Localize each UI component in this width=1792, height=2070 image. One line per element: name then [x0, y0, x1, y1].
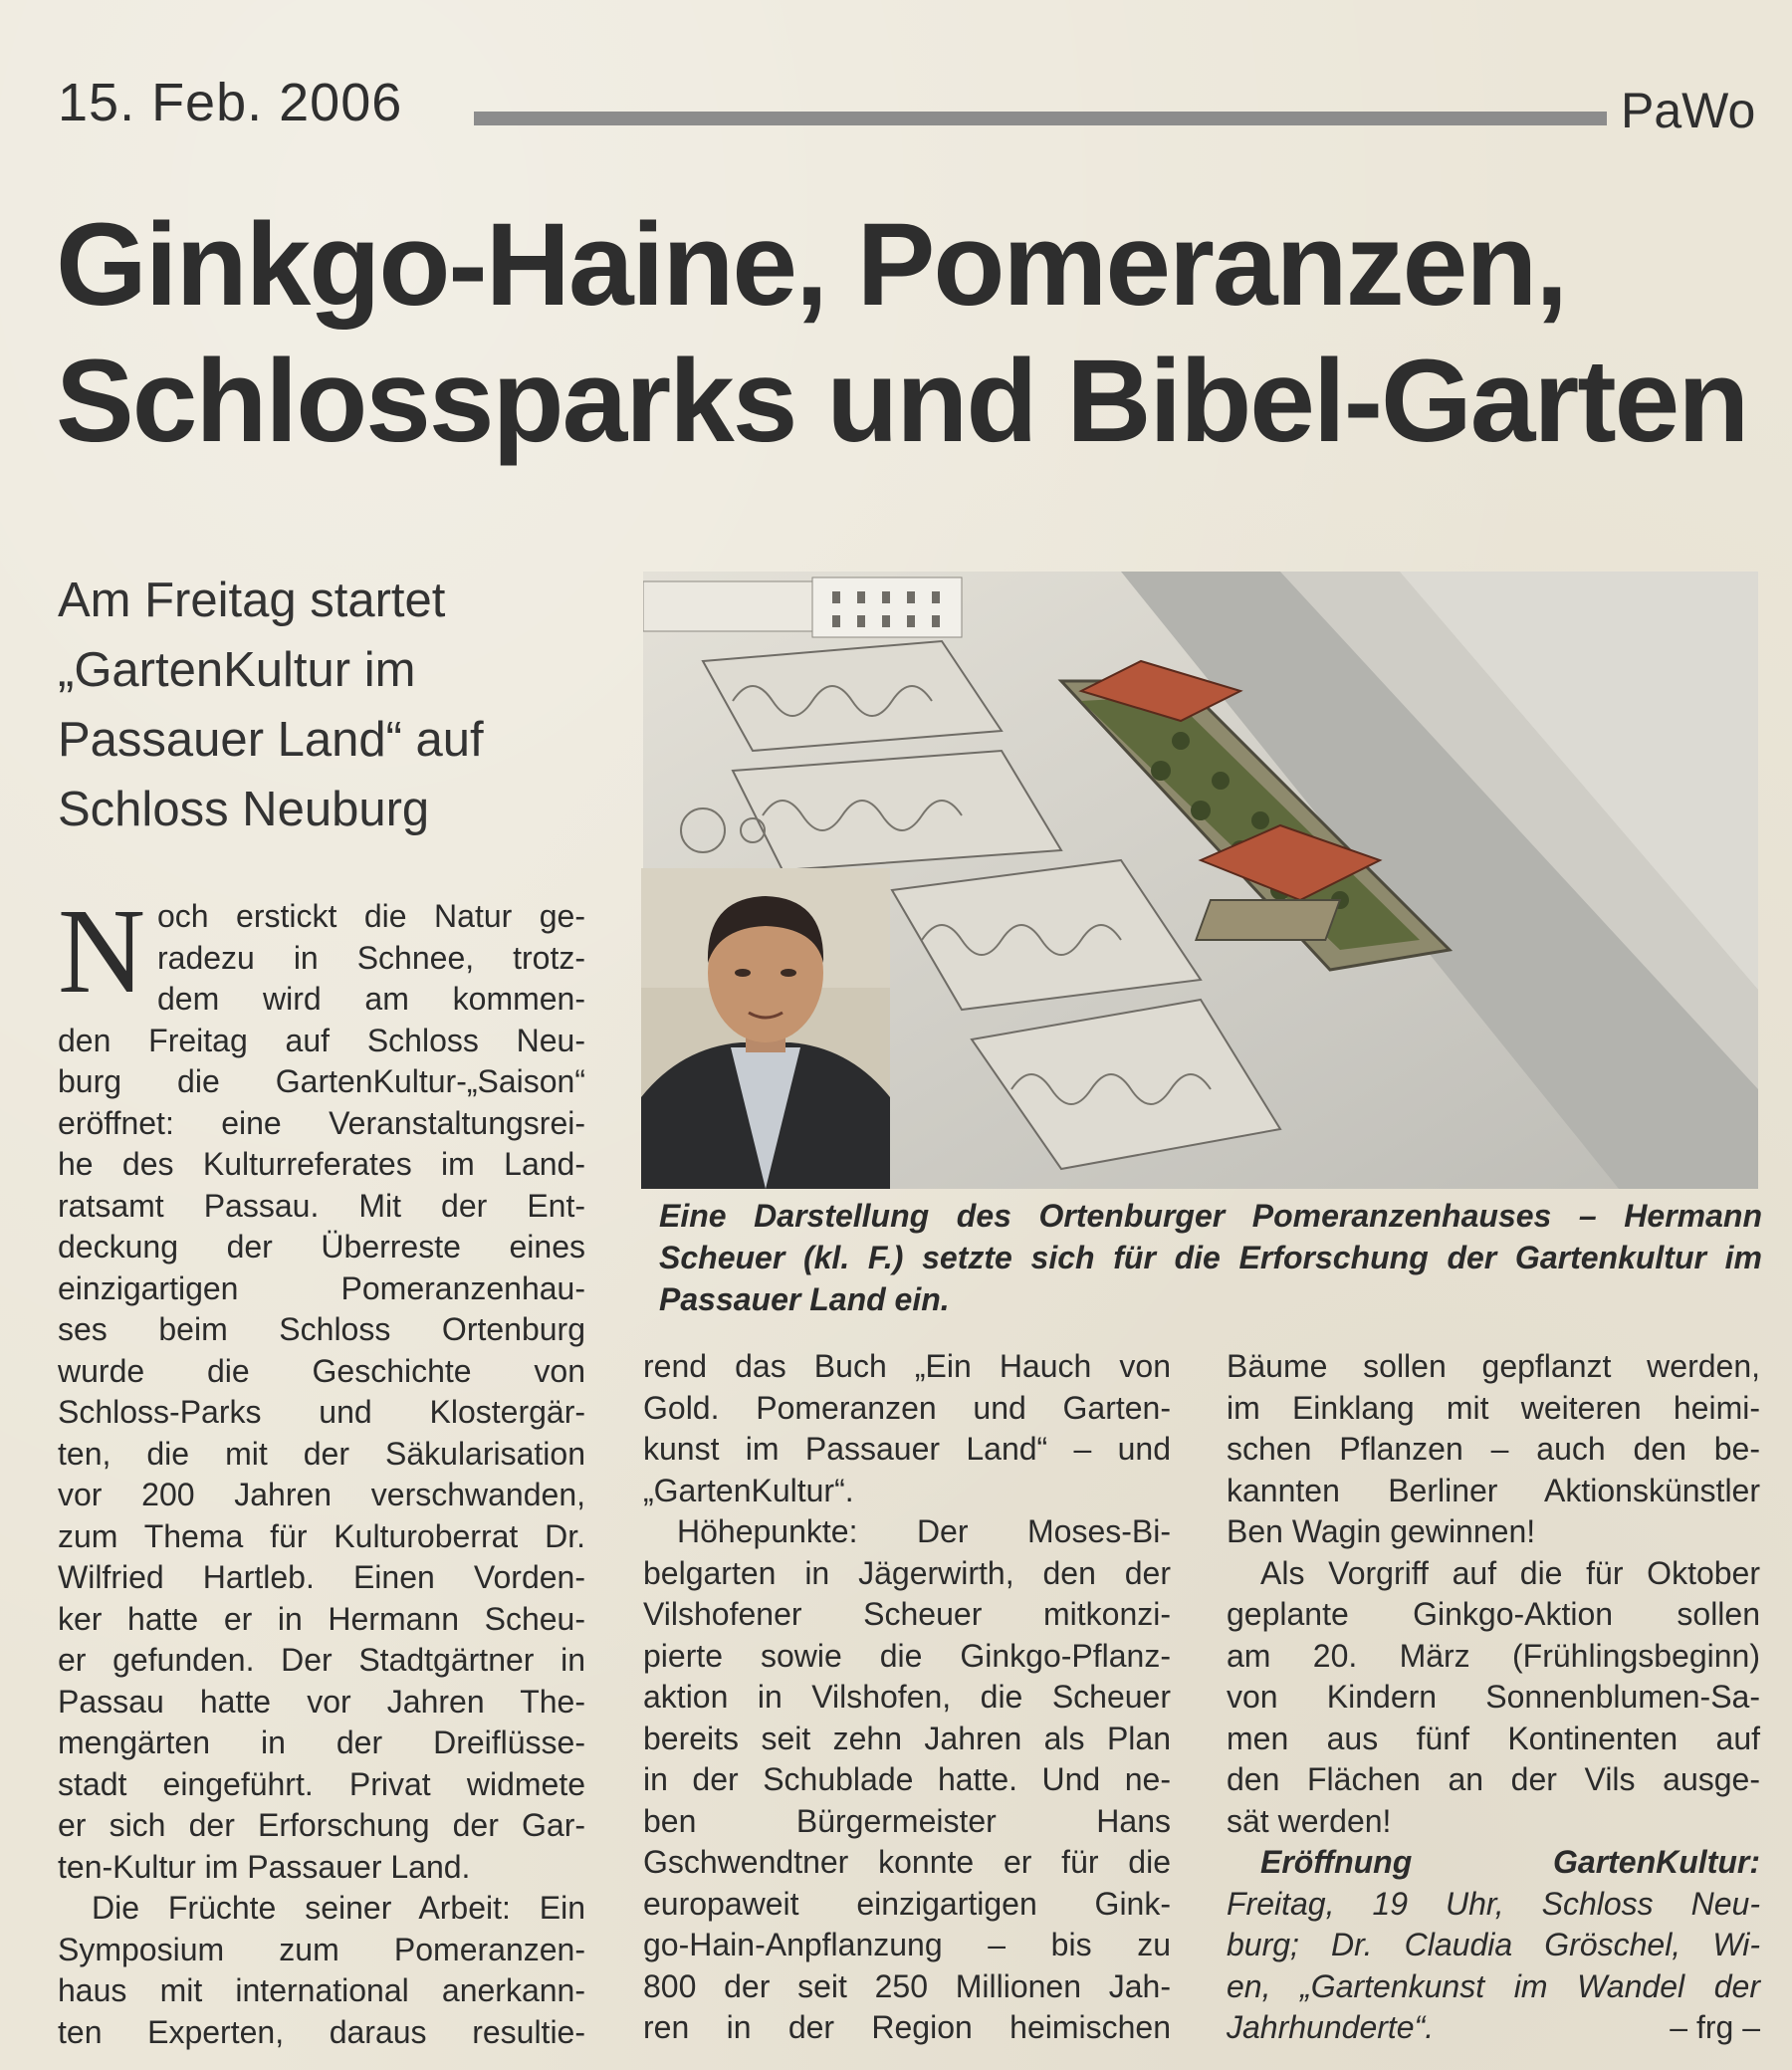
text-line: vor 200 Jahren verschwanden, — [58, 1477, 585, 1512]
text-line: sät werden! — [1227, 1802, 1392, 1839]
event-final-row — [1227, 2007, 1760, 2049]
text-line: von Kindern Sonnenblumen-Sa- — [1227, 1679, 1760, 1715]
subheadline — [58, 566, 615, 844]
text-line: belgarten in Jägerwirth, den der — [643, 1554, 1171, 1591]
text-line: kannten Berliner Aktionskünstler — [1227, 1472, 1760, 1508]
text-line: ratsamt Passau. Mit der Ent- — [58, 1187, 585, 1224]
event-label: Eröffnung GartenKultur: — [1260, 1844, 1760, 1880]
text-line: Die Früchte seiner Arbeit: Ein — [92, 1890, 585, 1926]
text-line: 800 der seit 250 Millionen Jah- — [643, 1967, 1171, 2004]
text-line: pierte sowie die Ginkgo-Pflanz- — [643, 1637, 1171, 1674]
author-signature: – frg – — [1670, 2009, 1760, 2045]
text-line: stadt eingeführt. Privat widmete — [58, 1765, 585, 1802]
text-line: Symposium zum Pomeranzen- — [58, 1931, 585, 1967]
text-line: ten Experten, daraus resultie- — [58, 2013, 585, 2050]
text-line: einzigartigen Pomeranzenhau- — [58, 1269, 585, 1306]
subhead-line-2: „GartenKultur im — [58, 643, 416, 697]
article-column-3 — [1227, 1346, 1760, 2049]
text-line: Gschwendtner konnte er für die — [643, 1844, 1171, 1880]
text-line: Als Vorgriff auf die für Oktober — [1260, 1554, 1760, 1591]
article-column-2 — [643, 1346, 1171, 2049]
event-line: Freitag, 19 Uhr, Schloss Neu- — [1227, 1885, 1760, 1922]
text-line: geplante Ginkgo-Aktion sollen — [1227, 1596, 1760, 1632]
text-line: ren in der Region heimischen — [643, 2009, 1171, 2045]
headline-line-1: Ginkgo-Haine, Pomeranzen, — [56, 199, 1567, 331]
dropcap-indented-lines — [58, 896, 585, 1021]
text-line: den Freitag auf Schloss Neu- — [58, 1022, 585, 1058]
image-caption: Eine Darstellung des Ortenburger Pomeranzenhauses – Hermann Scheuer (kl. F.) setzte sich für die Erforschung der Gartenkultur im Passauer Land ein. — [659, 1198, 1762, 1317]
text-line: ben Bürgermeister Hans — [643, 1802, 1171, 1839]
subhead-line-4: Schloss Neuburg — [58, 783, 430, 836]
text-line: den Flächen an der Vils ausge- — [1227, 1761, 1760, 1797]
header-rule — [474, 112, 1607, 125]
headline-line-2: Schlossparks und Bibel-Garten — [56, 336, 1748, 467]
text-line: ses beim Schloss Ortenburg — [58, 1311, 585, 1347]
text-line: er gefunden. Der Stadtgärtner in — [58, 1642, 585, 1678]
event-line: Jahrhunderte“. — [1227, 2009, 1435, 2045]
subhead-line-1: Am Freitag startet — [58, 574, 446, 627]
text-line: schen Pflanzen – auch den be- — [1227, 1431, 1760, 1467]
text-line: Vilshofener Scheuer mitkonzi- — [643, 1596, 1171, 1632]
headline — [56, 197, 1768, 470]
text-line: Bäume sollen gepflanzt werden, — [1227, 1348, 1760, 1384]
text-line: Gold. Pomeranzen und Garten- — [643, 1389, 1171, 1426]
text-line: kunst im Passauer Land“ – und — [643, 1431, 1171, 1467]
text-line: Schloss-Parks und Klostergär- — [58, 1394, 585, 1430]
text-line: dem wird am kommen- — [157, 981, 585, 1017]
publication-date: 15. Feb. 2006 — [58, 73, 403, 132]
text-line: „GartenKultur“. — [643, 1472, 854, 1508]
event-line: burg; Dr. Claudia Gröschel, Wi- — [1227, 1927, 1760, 1962]
text-line: och erstickt die Natur ge- — [157, 898, 585, 934]
text-line: ker hatte er in Hermann Scheu- — [58, 1600, 585, 1637]
text-line: zum Thema für Kulturoberrat Dr. — [58, 1517, 585, 1554]
text-line: mengärten in der Dreiflüsse- — [58, 1725, 585, 1760]
text-line: haus mit international anerkann- — [58, 1972, 585, 2008]
text-line: europaweit einzigartigen Gink- — [643, 1885, 1171, 1922]
text-line: Wilfried Hartleb. Einen Vorden- — [58, 1559, 585, 1595]
text-line: deckung der Überreste eines — [58, 1229, 585, 1265]
text-line: aktion in Vilshofen, die Scheuer — [643, 1679, 1171, 1715]
text-line: am 20. März (Frühlingsbeginn) — [1227, 1637, 1760, 1674]
text-line: burg die GartenKultur-„Saison“ — [58, 1063, 585, 1099]
text-line: Höhepunkte: Der Moses-Bi- — [677, 1513, 1171, 1549]
text-line: er sich der Erforschung der Gar- — [58, 1807, 585, 1843]
subhead-line-3: Passauer Land“ auf — [58, 713, 484, 767]
text-line: he des Kulturreferates im Land- — [58, 1146, 585, 1182]
text-line: Ben Wagin gewinnen! — [1227, 1513, 1536, 1549]
text-line: go-Hain-Anpflanzung – bis zu — [643, 1927, 1171, 1962]
publication-name: PaWo — [1621, 83, 1756, 138]
portrait-drawing — [641, 868, 890, 1189]
portrait-photo-hermann-scheuer — [641, 868, 890, 1189]
text-line: ten-Kultur im Passauer Land. — [58, 1848, 471, 1885]
text-line: wurde die Geschichte von — [58, 1352, 585, 1389]
event-line: en, „Gartenkunst im Wandel der — [1227, 1967, 1760, 2004]
text-line: in der Schublade hatte. Und ne- — [643, 1761, 1171, 1797]
text-line: eröffnet: eine Veranstaltungsrei- — [58, 1104, 585, 1141]
article-column-1 — [58, 896, 585, 2053]
text-line: bereits seit zehn Jahren als Plan — [643, 1720, 1171, 1756]
text-line: rend das Buch „Ein Hauch von — [643, 1348, 1171, 1384]
text-line: im Einklang mit weiteren heimi- — [1227, 1389, 1760, 1426]
text-line: Passau hatte vor Jahren The- — [58, 1683, 585, 1720]
drop-cap: N — [58, 884, 146, 1019]
text-line: men aus fünf Kontinenten auf — [1227, 1720, 1760, 1756]
text-line: ten, die mit der Säkularisation — [58, 1435, 585, 1472]
text-line: radezu in Schnee, trotz- — [157, 939, 585, 976]
